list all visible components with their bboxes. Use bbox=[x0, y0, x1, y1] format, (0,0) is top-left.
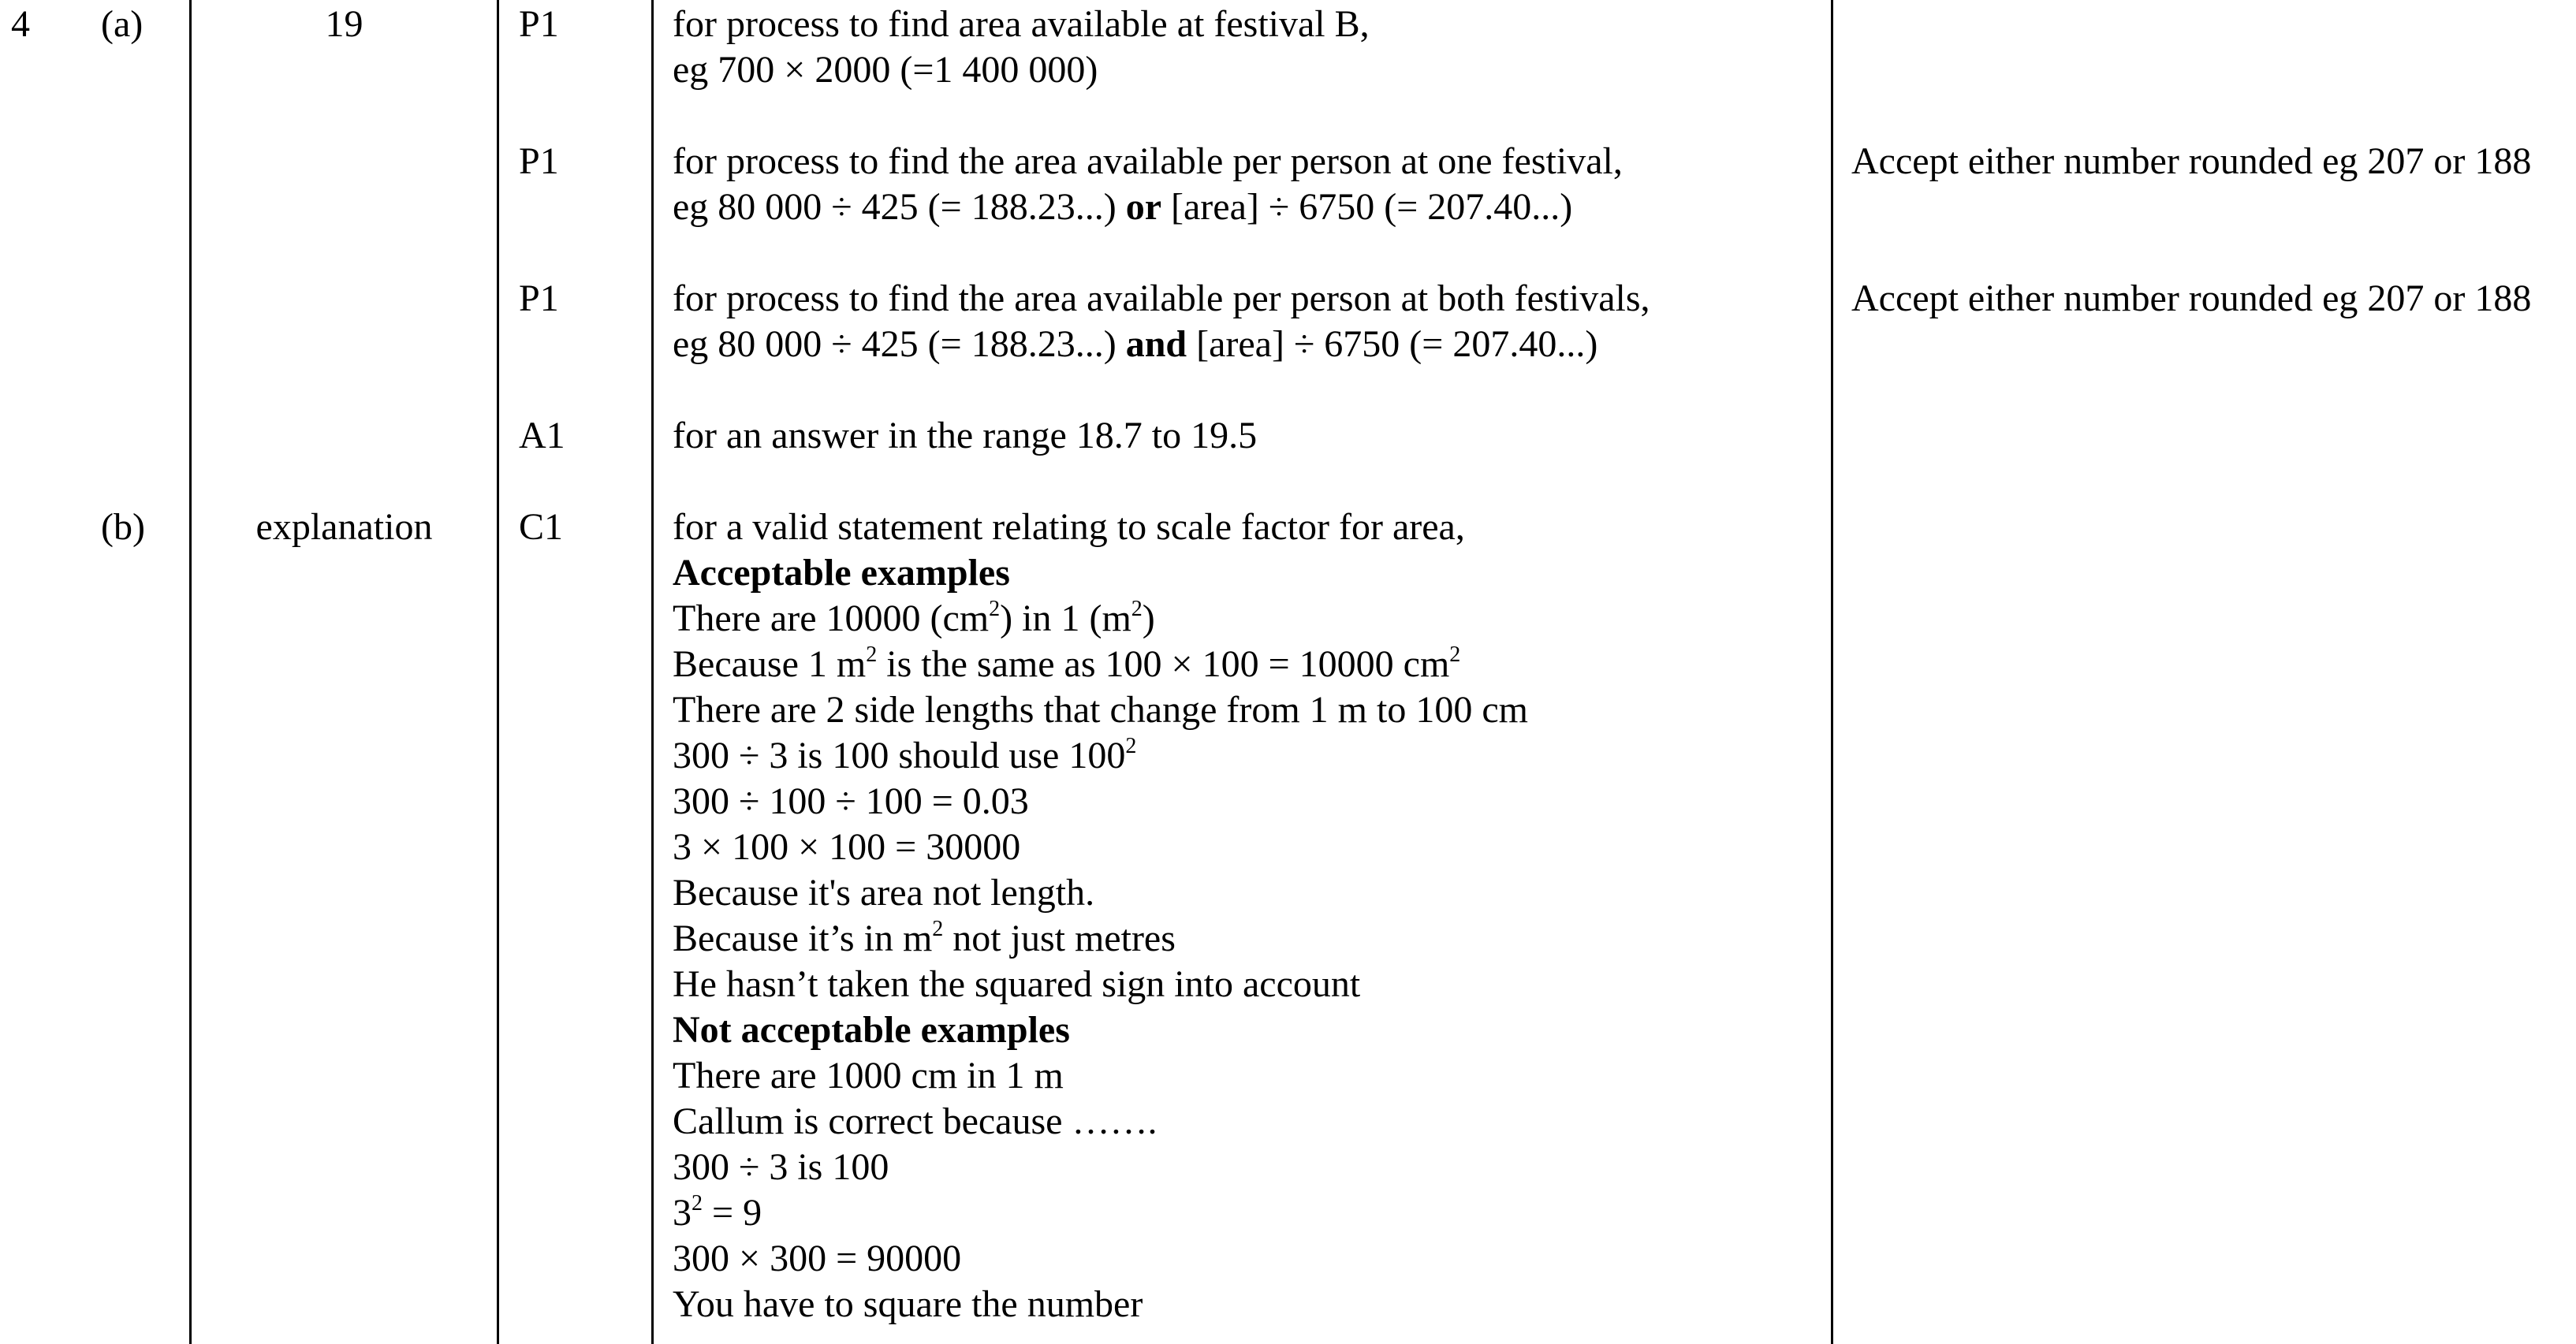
guidance-line: for an answer in the range 18.7 to 19.5 bbox=[673, 415, 1258, 456]
acceptable-example: Because it's area not length. bbox=[673, 872, 1095, 914]
guidance-text: eg 80 000 ÷ 425 (= 188.23...) bbox=[673, 186, 1126, 228]
mark-code: P1 bbox=[519, 277, 559, 319]
superscript: 2 bbox=[989, 597, 1001, 621]
guidance-keyword: or bbox=[1125, 186, 1161, 228]
mark-code: C1 bbox=[519, 506, 564, 548]
guidance-line: for process to find the area available per person at both festivals, bbox=[673, 277, 1650, 319]
not-acceptable-example bbox=[673, 1190, 1528, 1236]
acceptable-example: 3 × 100 × 100 = 30000 bbox=[673, 826, 1021, 868]
column-divider-4 bbox=[1831, 0, 1833, 1344]
guidance-text: [area] ÷ 6750 (= 207.40...) bbox=[1187, 323, 1598, 365]
not-acceptable-example: 300 ÷ 3 is 100 bbox=[673, 1146, 889, 1188]
additional-guidance-note: Accept either number rounded eg 207 or 188 bbox=[1851, 277, 2532, 319]
mark-guidance bbox=[673, 276, 1650, 367]
part-b-answer: explanation bbox=[255, 506, 433, 548]
guidance-line bbox=[673, 184, 1623, 230]
guidance-line bbox=[673, 322, 1650, 367]
acceptable-example: He hasn’t taken the squared sign into account bbox=[673, 963, 1361, 1005]
not-acceptable-example: 300 × 300 = 90000 bbox=[673, 1238, 962, 1279]
column-divider-1 bbox=[189, 0, 192, 1344]
part-b-label: (b) bbox=[101, 506, 145, 548]
superscript: 2 bbox=[866, 642, 878, 667]
example-text: There are 10000 (cm bbox=[673, 598, 990, 639]
acceptable-example: There are 2 side lengths that change from 1 m to 100 cm bbox=[673, 689, 1528, 731]
guidance-text: eg 80 000 ÷ 425 (= 188.23...) bbox=[673, 323, 1126, 365]
example-text: 300 ÷ 3 is 100 should use 100 bbox=[673, 735, 1126, 776]
mark-code: A1 bbox=[519, 415, 565, 456]
not-acceptable-heading: Not acceptable examples bbox=[673, 1009, 1070, 1051]
example-text: ) bbox=[1142, 598, 1155, 639]
guidance-keyword: and bbox=[1125, 323, 1187, 365]
acceptable-heading: Acceptable examples bbox=[673, 552, 1010, 594]
superscript: 2 bbox=[1131, 597, 1143, 621]
superscript: 2 bbox=[1125, 734, 1137, 758]
example-text: 3 bbox=[673, 1192, 692, 1234]
question-number: 4 bbox=[11, 3, 30, 45]
superscript: 2 bbox=[692, 1191, 703, 1216]
part-a-label: (a) bbox=[101, 3, 144, 45]
guidance-line: for process to find the area available per person at one festival, bbox=[673, 140, 1623, 182]
example-text: = 9 bbox=[703, 1192, 762, 1234]
part-a-answer: 19 bbox=[325, 3, 363, 45]
not-acceptable-example: There are 1000 cm in 1 m bbox=[673, 1055, 1064, 1096]
acceptable-example bbox=[673, 642, 1528, 687]
part-b-guidance bbox=[673, 504, 1528, 1327]
example-text: Because 1 m bbox=[673, 643, 867, 685]
superscript: 2 bbox=[1449, 642, 1461, 667]
example-text: not just metres bbox=[943, 918, 1176, 959]
column-divider-3 bbox=[651, 0, 654, 1344]
additional-guidance-note: Accept either number rounded eg 207 or 188 bbox=[1851, 140, 2532, 182]
column-divider-2 bbox=[497, 0, 499, 1344]
acceptable-example: 300 ÷ 100 ÷ 100 = 0.03 bbox=[673, 780, 1029, 822]
guidance-line: eg 700 × 2000 (=1 400 000) bbox=[673, 49, 1098, 91]
acceptable-example bbox=[673, 596, 1528, 642]
example-text: ) in 1 (m bbox=[1000, 598, 1131, 639]
mark-code: P1 bbox=[519, 3, 559, 45]
acceptable-example bbox=[673, 733, 1528, 779]
mark-code: P1 bbox=[519, 140, 559, 182]
guidance-line: for process to find area available at festival B, bbox=[673, 3, 1370, 45]
example-text: Because it’s in m bbox=[673, 918, 933, 959]
not-acceptable-example: You have to square the number bbox=[673, 1283, 1143, 1325]
mark-guidance bbox=[673, 139, 1623, 230]
acceptable-example bbox=[673, 916, 1528, 962]
mark-guidance bbox=[673, 413, 1257, 459]
not-acceptable-example: Callum is correct because ……. bbox=[673, 1100, 1158, 1142]
superscript: 2 bbox=[932, 917, 944, 941]
example-text: is the same as 100 × 100 = 10000 cm bbox=[877, 643, 1450, 685]
mark-guidance bbox=[673, 2, 1370, 93]
guidance-intro: for a valid statement relating to scale factor for area, bbox=[673, 506, 1465, 548]
guidance-text: [area] ÷ 6750 (= 207.40...) bbox=[1161, 186, 1573, 228]
